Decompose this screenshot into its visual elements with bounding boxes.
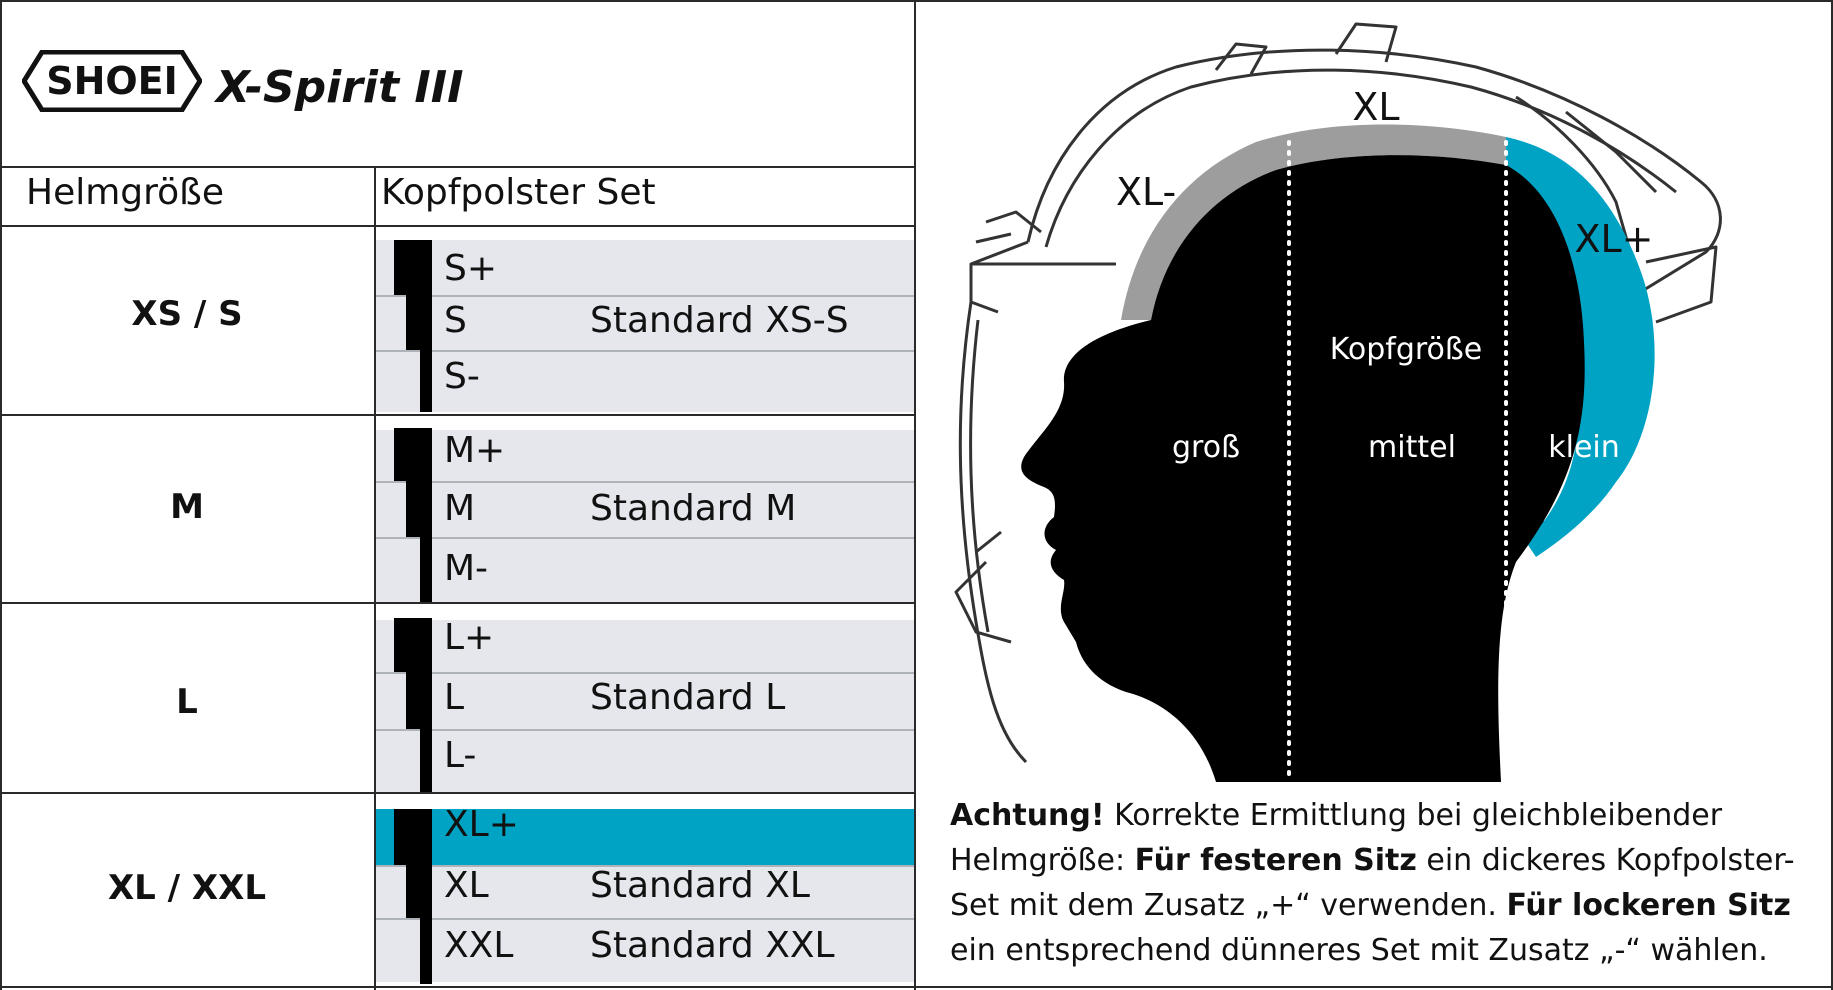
pad-label: M [444,488,476,529]
fit-note [950,793,1810,973]
row-separator [374,295,914,297]
pad-label: M- [444,548,489,589]
standard-label: Standard L [590,677,786,718]
thickness-bar-medium [406,295,432,350]
standard-label: Standard M [590,488,797,529]
thickness-bar-medium [406,672,432,729]
thickness-bar-thick [394,240,432,295]
pad-label: L [444,677,465,718]
thickness-bar-thin [420,918,432,984]
standard-label: Standard XL [590,865,810,906]
label-medium: mittel [1368,430,1456,465]
label-xl: XL [1352,85,1400,129]
size-label-m: M [170,487,204,527]
thickness-bar-thin [420,350,432,412]
row-separator [374,481,914,483]
row-separator [374,350,914,352]
pad-label: XXL [444,925,514,966]
thickness-bar-thin [420,729,432,792]
row-separator [374,672,914,674]
thickness-bar-medium [406,481,432,537]
row-separator [374,729,914,731]
standard-label: Standard XXL [590,925,835,966]
pad-label: S- [444,356,480,397]
pad-label: L+ [444,617,495,658]
pad-label: S [444,300,467,341]
head-silhouette [1021,155,1584,782]
label-large: groß [1172,430,1240,465]
label-small: klein [1548,430,1620,465]
label-head-size: Kopfgröße [1329,332,1483,367]
size-label-xl-xxl: XL / XXL [107,868,267,908]
header-helmet-size: Helmgröße [26,172,224,213]
svg-text:SHOEI: SHOEI [46,59,178,103]
note-bold-3: Für lockeren Sitz [1506,888,1791,923]
thickness-bar-thick [394,809,432,865]
pad-label: L- [444,735,477,776]
note-bold-1: Achtung! [950,798,1105,833]
helmet-diagram [916,2,1831,782]
pad-label: XL [444,865,489,906]
size-label-xs-s: XS / S [131,294,243,334]
model-logo [212,58,602,114]
pad-label: XL+ [444,804,519,845]
pad-label: S+ [444,248,498,289]
thickness-bar-thick [394,428,432,481]
standard-label: Standard XS-S [590,300,849,341]
thickness-bar-thin [420,537,432,602]
thickness-bar-thick [394,618,432,672]
row-separator [374,537,914,539]
label-xl-plus: XL+ [1574,217,1654,261]
note-text-3: ein entsprechend dünneres Set mit Zusatz „-“ wählen. [950,933,1768,968]
svg-text:X-Spirit III: X-Spirit III [216,62,464,113]
row-separator [374,918,914,920]
pad-label: M+ [444,430,506,471]
size-label-l: L [176,682,198,722]
shoei-logo [22,50,202,112]
note-bold-2: Für festeren Sitz [1134,843,1417,878]
label-xl-minus: XL- [1116,170,1177,214]
header-pad-set: Kopfpolster Set [381,172,656,213]
thickness-bar-medium [406,865,432,918]
note-text-2: ein dickeres Kopfpolster-Set mit dem Zusatz „+“ verwenden. [950,843,1795,923]
note-text-1: Korrekte Ermittlung bei gleichbleibender Helmgröße: [950,798,1723,878]
